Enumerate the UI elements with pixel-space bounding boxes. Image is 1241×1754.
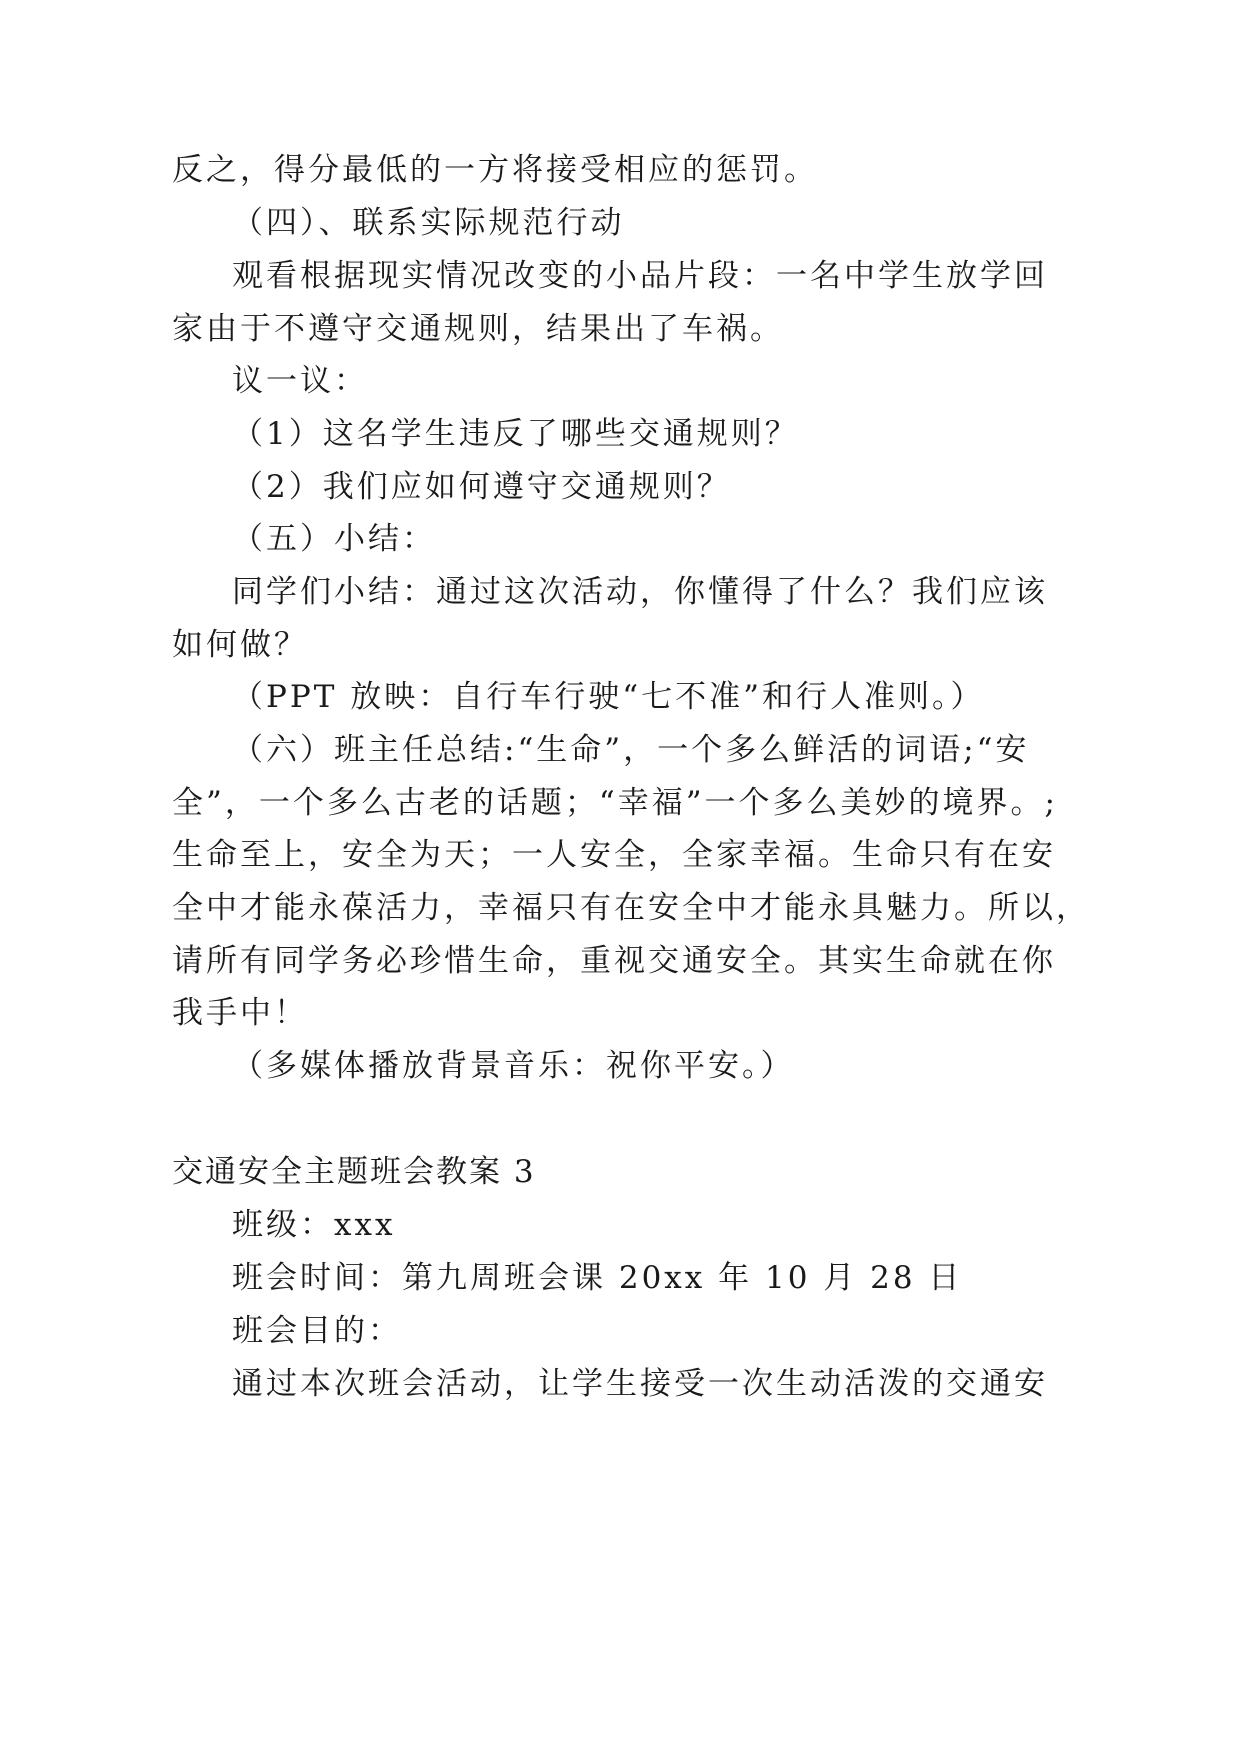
class-meeting-purpose-label: 班会目的：: [232, 1313, 402, 1349]
section-title: 交通安全主题班会教案 3: [172, 1154, 536, 1190]
paragraph-line: 同学们小结：通过这次活动，你懂得了什么？我们应该: [232, 574, 1048, 610]
paragraph-line: 议一议：: [232, 363, 368, 399]
paragraph-line: 生命至上，安全为天；一人安全，全家幸福。生命只有在安: [172, 837, 1056, 873]
class-field: 班级：xxx: [232, 1207, 396, 1243]
paragraph-line: 家由于不遵守交通规则，结果出了车祸。: [172, 311, 784, 347]
paragraph-line: 我手中！: [172, 995, 308, 1031]
paragraph-line: 如何做？: [172, 627, 308, 663]
question-line: （2）我们应如何遵守交通规则？: [232, 469, 731, 505]
section-heading-six: （六）班主任总结:“生命”，一个多么鲜活的词语;“安: [232, 732, 1030, 768]
class-meeting-time: 班会时间：第九周班会课 20xx 年 10 月 28 日: [232, 1260, 963, 1296]
paragraph-line: 全”，一个多么古老的话题；“幸福”一个多么美妙的境界。;: [172, 785, 1058, 821]
section-heading-five: （五）小结：: [232, 521, 436, 557]
paragraph-line: 全中才能永葆活力，幸福只有在安全中才能永具魅力。所以，: [172, 890, 1090, 926]
paragraph-line: （多媒体播放背景音乐：祝你平安。）: [232, 1048, 795, 1084]
paragraph-line: 通过本次班会活动，让学生接受一次生动活泼的交通安: [232, 1366, 1048, 1402]
section-heading-four: （四）、联系实际规范行动: [232, 205, 625, 241]
paragraph-line: 观看根据现实情况改变的小品片段：一名中学生放学回: [232, 258, 1048, 294]
paragraph-line: 请所有同学务必珍惜生命，重视交通安全。其实生命就在你: [172, 943, 1056, 979]
paragraph-line: 反之，得分最低的一方将接受相应的惩罚。: [172, 152, 818, 188]
paragraph-line: （PPT 放映：自行车行驶“七不准”和行人准则。）: [232, 679, 985, 715]
question-line: （1）这名学生违反了哪些交通规则？: [232, 416, 799, 452]
